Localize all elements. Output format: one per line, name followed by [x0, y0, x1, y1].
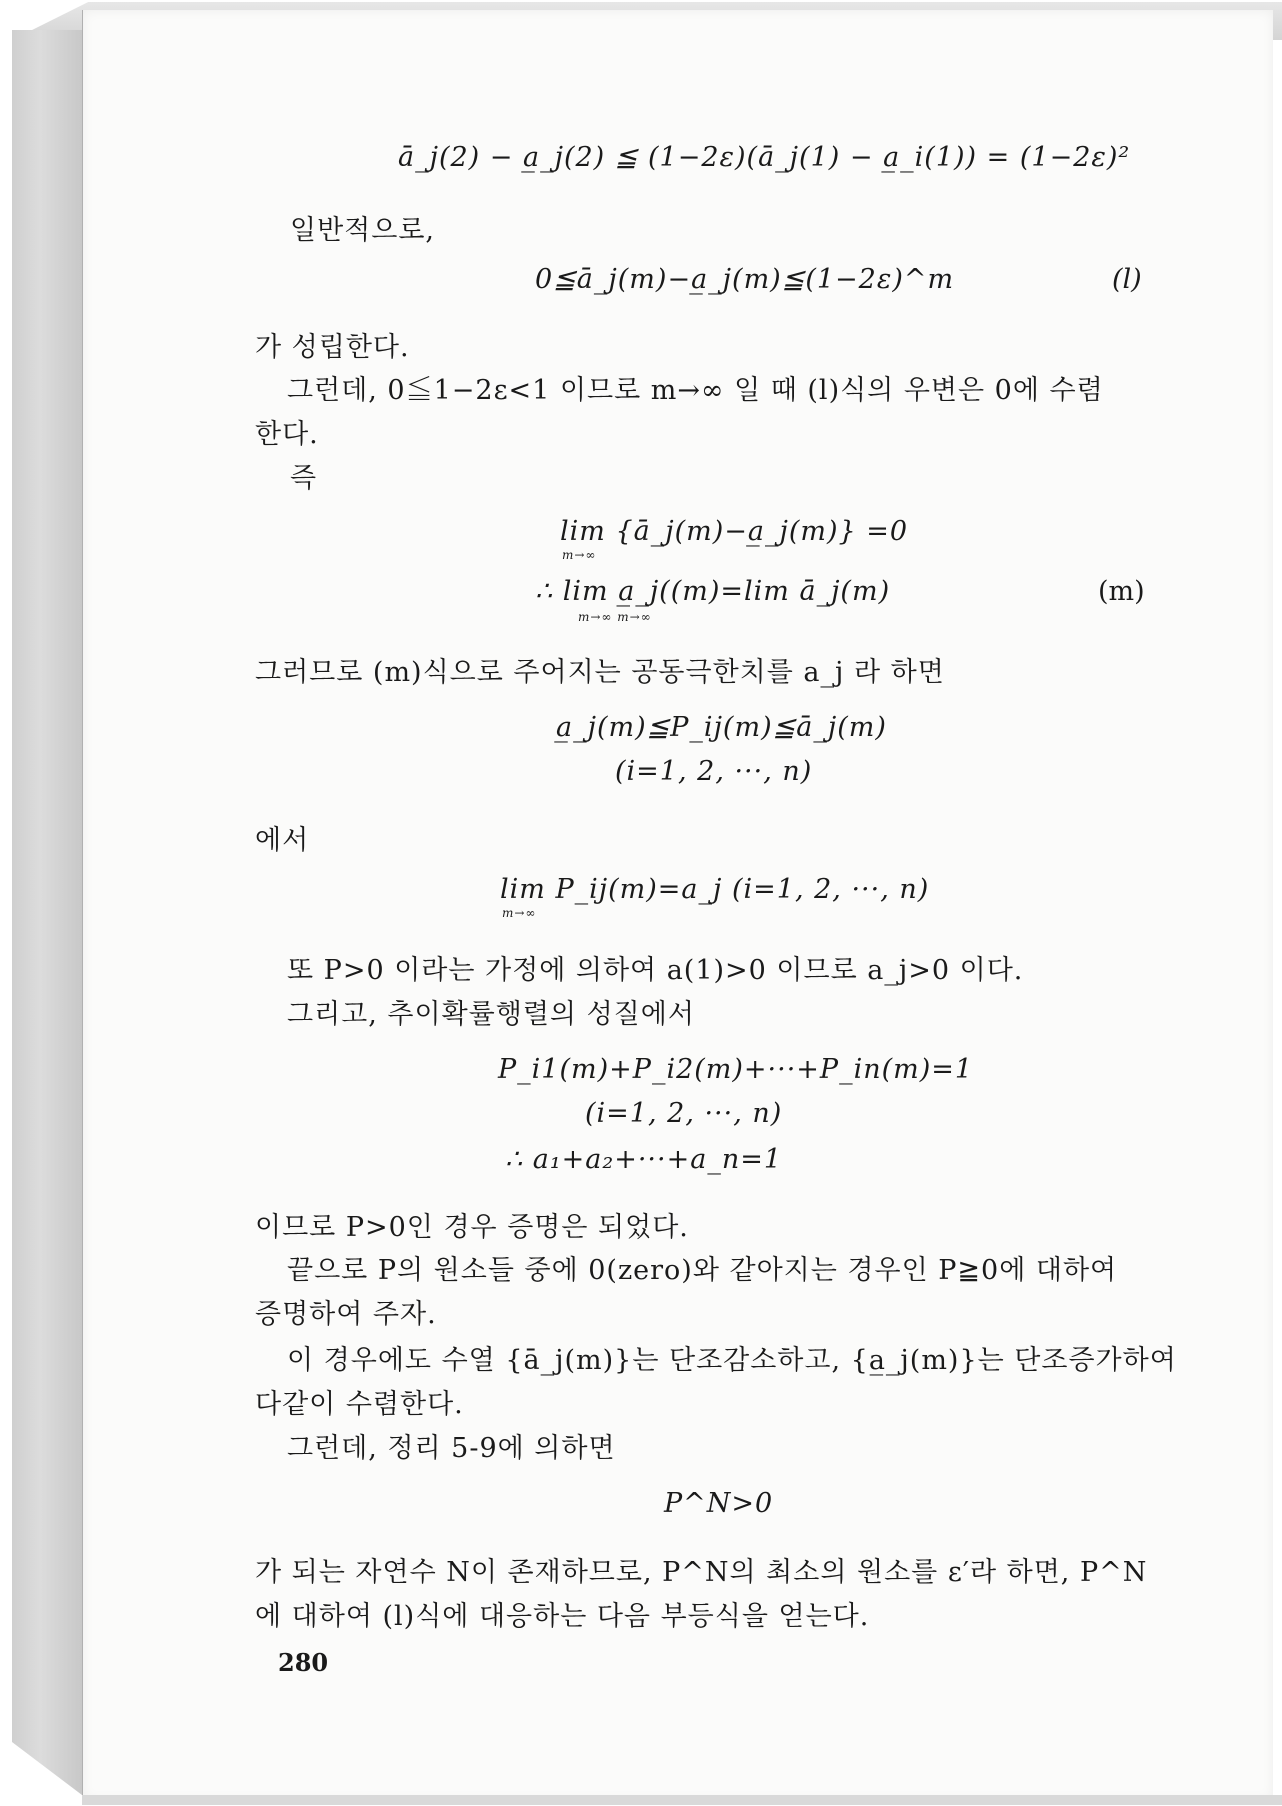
text-line: 이므로 P>0인 경우 증명은 되었다. [255, 1212, 689, 1243]
equation-line: ∴ a₁+a₂+···+a_n=1 [505, 1144, 783, 1175]
text-line: 에 대하여 (l)식에 대응하는 다음 부등식을 얻는다. [255, 1601, 870, 1632]
equation-line: P_i1(m)+P_i2(m)+···+P_in(m)=1 [498, 1054, 974, 1085]
limit-subscript: m→∞ [502, 906, 537, 920]
text-line: 또 P>0 이라는 가정에 의하여 a(1)>0 이므로 a_j>0 이다. [287, 955, 1024, 986]
equation-line: a̲_j(m)≦P_ij(m)≦ā_j(m) [556, 712, 887, 743]
equation-line: ā_j(2) − a̲_j(2) ≦ (1−2ε)(ā_j(1) − a̲_i(1)) = (1−2ε)² [398, 142, 1131, 173]
text-line: 그런데, 정리 5-9에 의하면 [287, 1433, 616, 1464]
limit-subscript: m→∞ [562, 548, 597, 562]
text-line: 끝으로 P의 원소들 중에 0(zero)와 같아지는 경우인 P≧0에 대하여 [287, 1255, 1118, 1286]
text-line: 그러므로 (m)식으로 주어지는 공동극한치를 a_j 라 하면 [255, 657, 945, 688]
text-line: 가 되는 자연수 N이 존재하므로, P^N의 최소의 원소를 ε′라 하면, P^N [255, 1557, 1148, 1588]
equation-line: (i=1, 2, ···, n) [585, 1098, 783, 1129]
text-line: 에서 [255, 825, 310, 856]
text-line: 가 성립한다. [255, 332, 410, 363]
text-line: 그리고, 추이확률행렬의 성질에서 [287, 999, 695, 1030]
text-line: 증명하여 주자. [255, 1299, 437, 1330]
equation-line: P^N>0 [664, 1488, 774, 1519]
text-line: 다같이 수렴한다. [255, 1389, 464, 1420]
equation-label: (m) [1098, 576, 1145, 607]
equation-line: lim P_ij(m)=a_j (i=1, 2, ···, n) [500, 874, 930, 905]
page-number: 280 [278, 1648, 329, 1677]
equation-line: ∴ lim a̲_j((m)=lim ā_j(m) [535, 576, 891, 607]
equation-line: 0≦ā_j(m)−a̲_j(m)≦(1−2ε)^m [535, 264, 955, 295]
text-line: 그런데, 0≦1−2ε<1 이므로 m→∞ 일 때 (l)식의 우변은 0에 수렴 [287, 375, 1104, 406]
page-bottom-edge [82, 1795, 1282, 1805]
equation-label: (l) [1112, 264, 1142, 295]
book-spine [12, 30, 82, 1795]
equation-line: (i=1, 2, ···, n) [615, 756, 813, 787]
text-line: 일반적으로, [290, 215, 435, 246]
equation-line: lim {ā_j(m)−a̲_j(m)} =0 [560, 516, 909, 547]
text-line: 이 경우에도 수열 {ā_j(m)}는 단조감소하고, {a̲_j(m)}는 단조증가하여 [287, 1345, 1177, 1376]
text-line: 한다. [255, 419, 319, 450]
text-line: 즉 [290, 463, 318, 494]
limit-subscript: m→∞ m→∞ [578, 610, 652, 624]
